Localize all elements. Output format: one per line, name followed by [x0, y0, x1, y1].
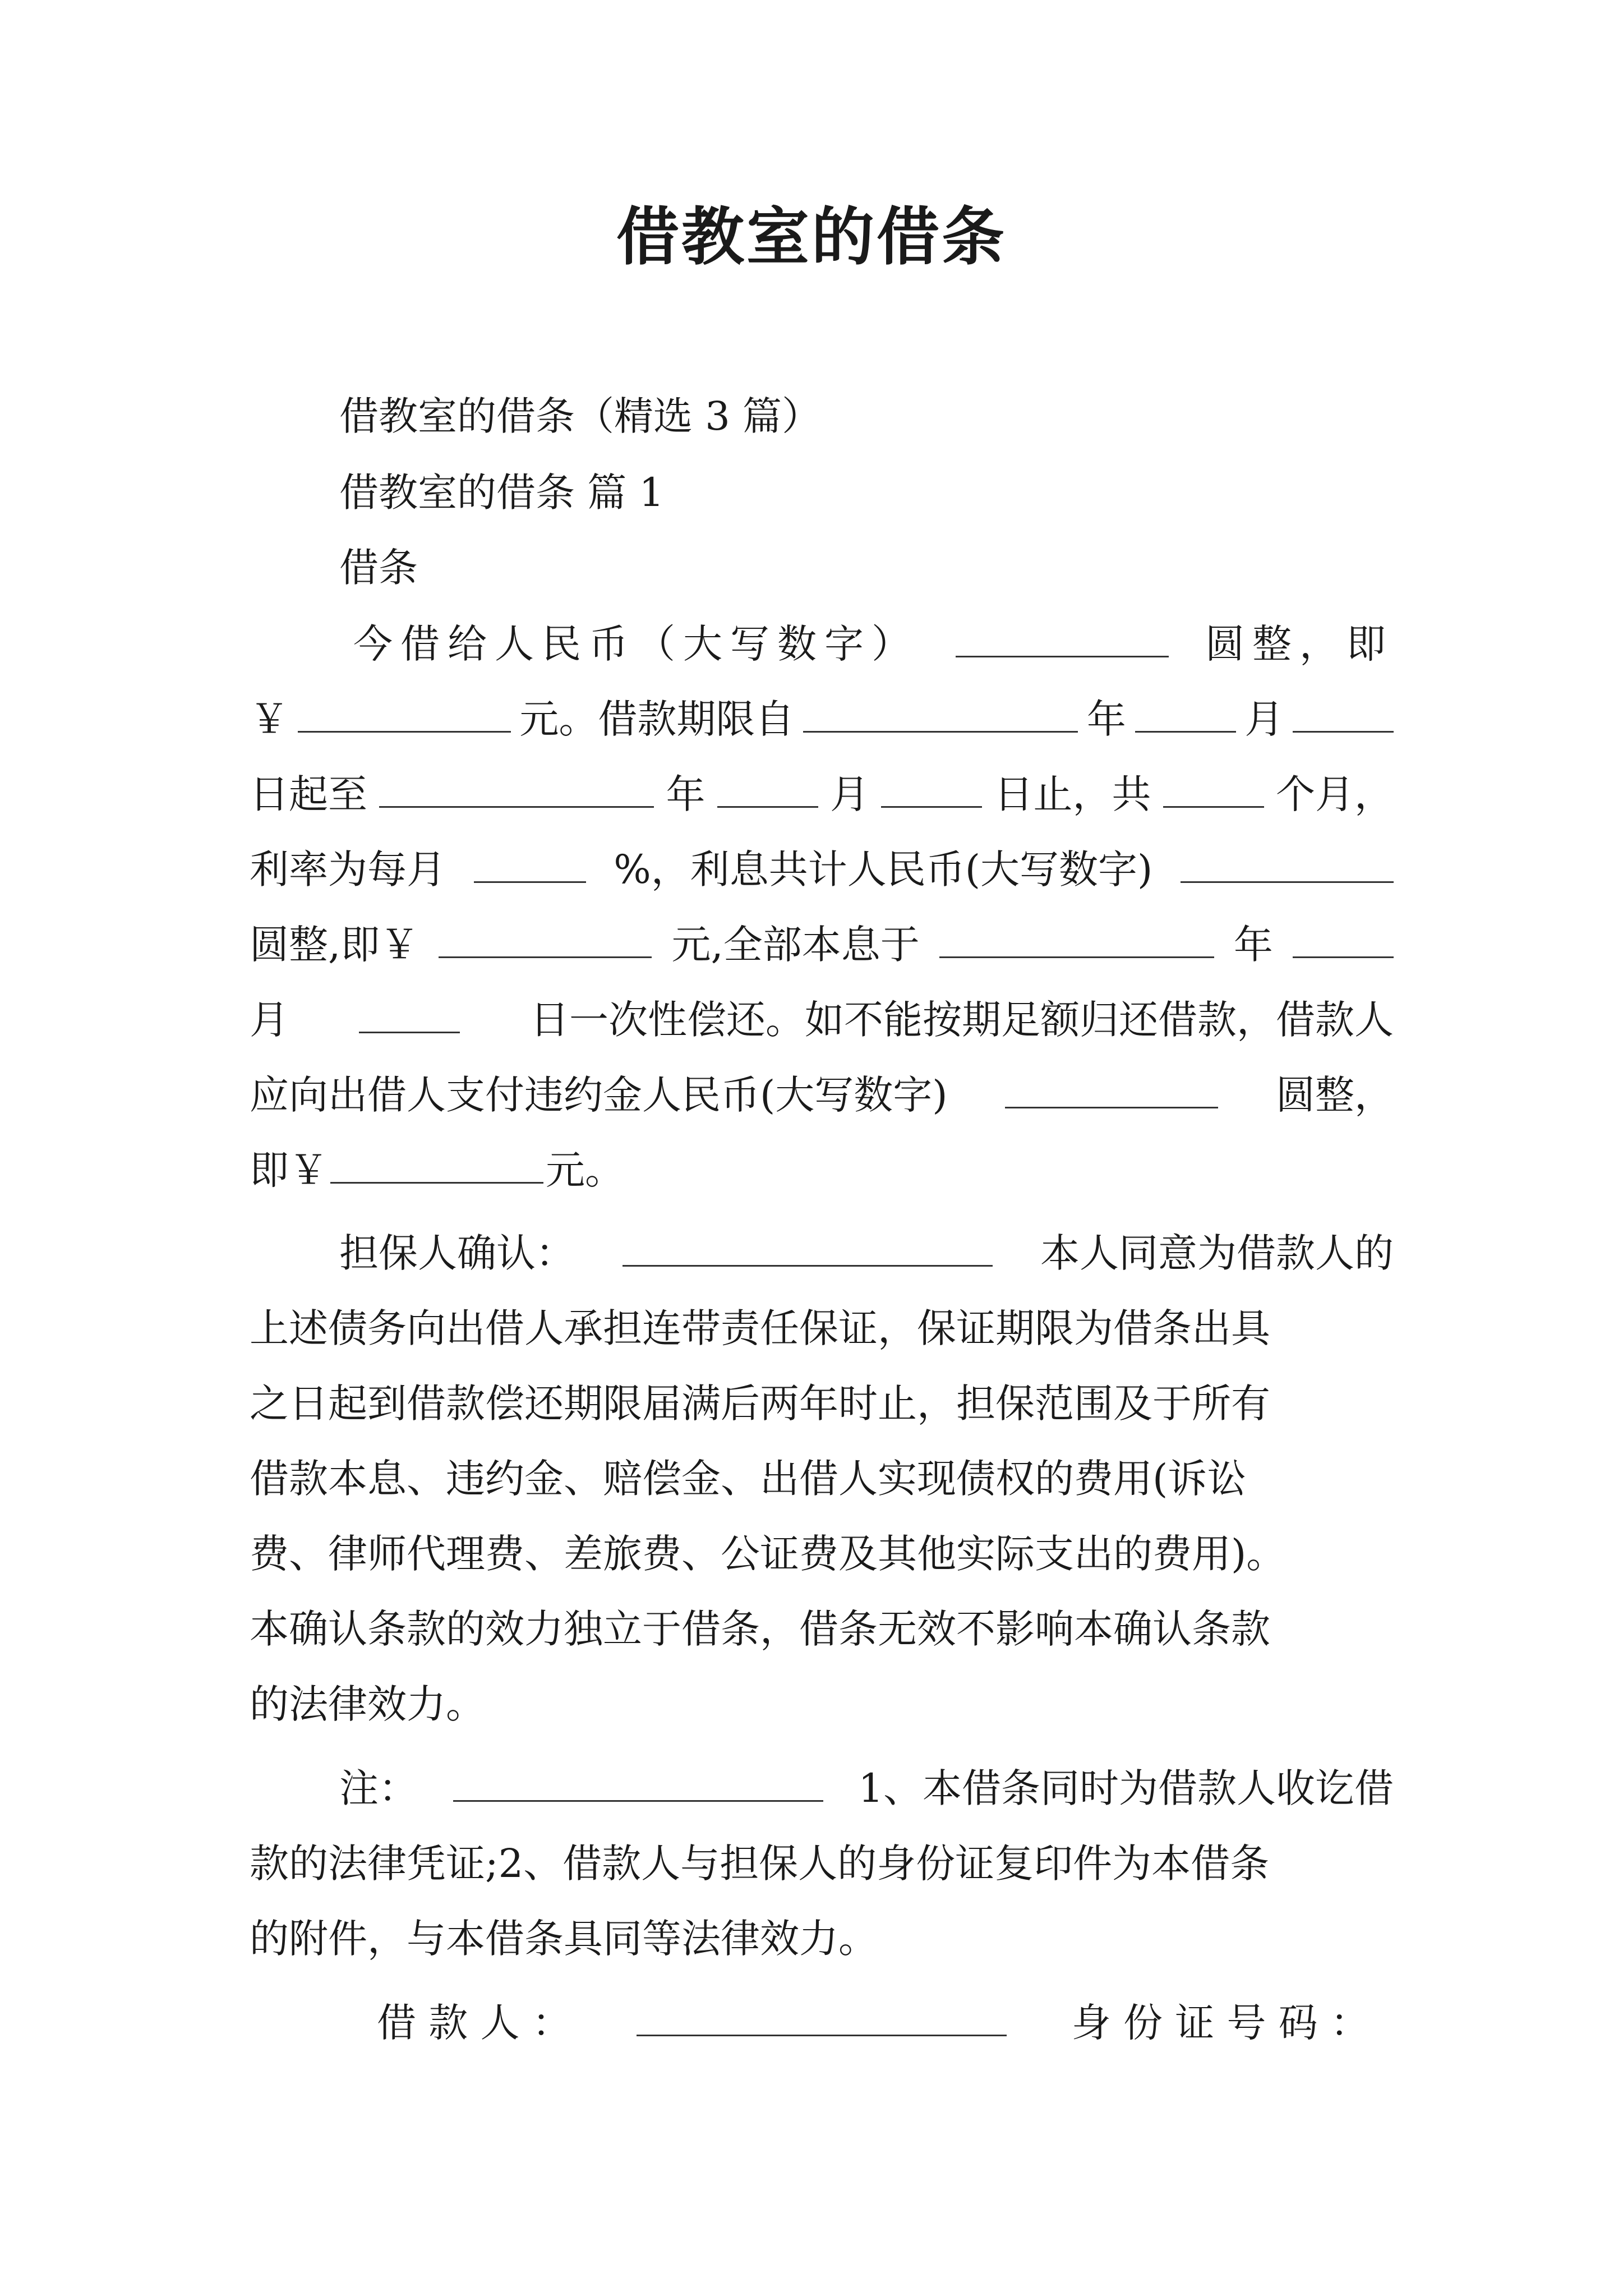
text: 日止，共: [994, 771, 1151, 817]
text: 个月，: [1276, 771, 1394, 817]
loan-line-7: [250, 1067, 1394, 1123]
loan-line-3: [250, 766, 1394, 822]
blank-repay-day: [359, 997, 460, 1033]
guarantor-line-6: 本确认条款的效力独立于借条，借条无效不影响本确认条款: [250, 1606, 1270, 1652]
signature-line: [377, 1995, 1370, 2051]
borrower-label: 借 款 人 ：: [377, 2000, 571, 2046]
note-line-1: [339, 1760, 1394, 1816]
text: 年: [1233, 922, 1273, 968]
blank-start-month: [1135, 696, 1236, 733]
text: 圆整，: [1276, 1072, 1394, 1118]
guarantor-line-4: 借款本息、违约金、赔偿金、出借人实现债权的费用(诉讼: [250, 1456, 1247, 1502]
subtitle-line: 借教室的借条（精选 3 篇）: [339, 393, 822, 439]
loan-line-2: [250, 691, 1394, 747]
blank-interest-figure: [439, 922, 652, 958]
text: 应向出借人支付违约金人民币(大写数字): [250, 1072, 948, 1118]
blank-amount-figure: [298, 696, 511, 733]
blank-end-day: [881, 771, 982, 808]
blank-start-day: [1293, 696, 1394, 733]
loan-line-1: [353, 616, 1394, 672]
text: 元,全部本息于: [671, 922, 920, 968]
blank-end-month: [717, 771, 818, 808]
text: 月: [830, 771, 869, 817]
guarantor-line-3: 之日起到借款偿还期限届满后两年时止，担保范围及于所有: [250, 1381, 1270, 1427]
guarantor-line-5: 费、律师代理费、差旅费、公证费及其他实际支出的费用)。: [250, 1531, 1286, 1577]
text: 注：: [339, 1765, 418, 1811]
blank-repay-month: [1293, 922, 1394, 958]
section-heading: 借教室的借条 篇 1: [339, 470, 665, 516]
blank-note: [453, 1765, 823, 1802]
text: 年: [1086, 696, 1126, 742]
guarantor-line-7: 的法律效力。: [250, 1681, 485, 1727]
blank-amount-words: [956, 621, 1169, 657]
blank-borrower-signature: [637, 2000, 1007, 2036]
text: 月: [250, 997, 289, 1043]
text: 日起至: [250, 771, 367, 817]
loan-line-6: [250, 992, 1394, 1048]
text: 年: [666, 771, 706, 817]
text: 圆整，即: [1205, 621, 1394, 667]
text: 元。借款期限自: [519, 696, 795, 742]
blank-penalty-figure: [330, 1147, 543, 1184]
text: 本人同意为借款人的: [1040, 1230, 1394, 1276]
blank-repay-year: [939, 922, 1214, 958]
loan-line-4: [250, 841, 1394, 898]
blank-interest-rate: [474, 846, 586, 883]
guarantor-line-2: 上述债务向出借人承担连带责任保证，保证期限为借条出具: [250, 1305, 1270, 1351]
text: 1、本借条同时为借款人收讫借: [858, 1765, 1394, 1811]
text: ￥: [250, 696, 289, 742]
blank-start-year: [803, 696, 1078, 733]
text: 月: [1244, 696, 1284, 742]
text: %，利息共计人民币(大写数字): [614, 846, 1153, 892]
note-line-3: 的附件，与本借条具同等法律效力。: [250, 1916, 878, 1962]
text: 即￥: [250, 1147, 328, 1193]
blank-interest-words: [1181, 846, 1394, 883]
document-title: 借教室的借条: [616, 201, 1007, 274]
note-line-2: 款的法律凭证;2、借款人与担保人的身份证复印件为本借条: [250, 1841, 1270, 1887]
blank-months: [1163, 771, 1264, 808]
text: 日一次性偿还。如不能按期足额归还借款，借款人: [530, 997, 1394, 1043]
text: 利率为每月: [250, 846, 446, 892]
blank-guarantor-name: [623, 1230, 993, 1267]
text: 元。: [546, 1147, 624, 1193]
text: 担保人确认：: [339, 1230, 575, 1276]
text: 圆整,即￥: [250, 922, 419, 968]
loan-line-5: [250, 917, 1394, 973]
blank-end-year: [379, 771, 654, 808]
text: 今借给人民币（大写数字）: [353, 621, 919, 667]
loan-line-8: [250, 1142, 624, 1198]
guarantor-line-1: [339, 1225, 1394, 1281]
id-number-label: 身 份 证 号 码 ：: [1071, 2000, 1370, 2046]
blank-penalty-words: [1005, 1072, 1218, 1108]
iou-label: 借条: [339, 545, 418, 591]
